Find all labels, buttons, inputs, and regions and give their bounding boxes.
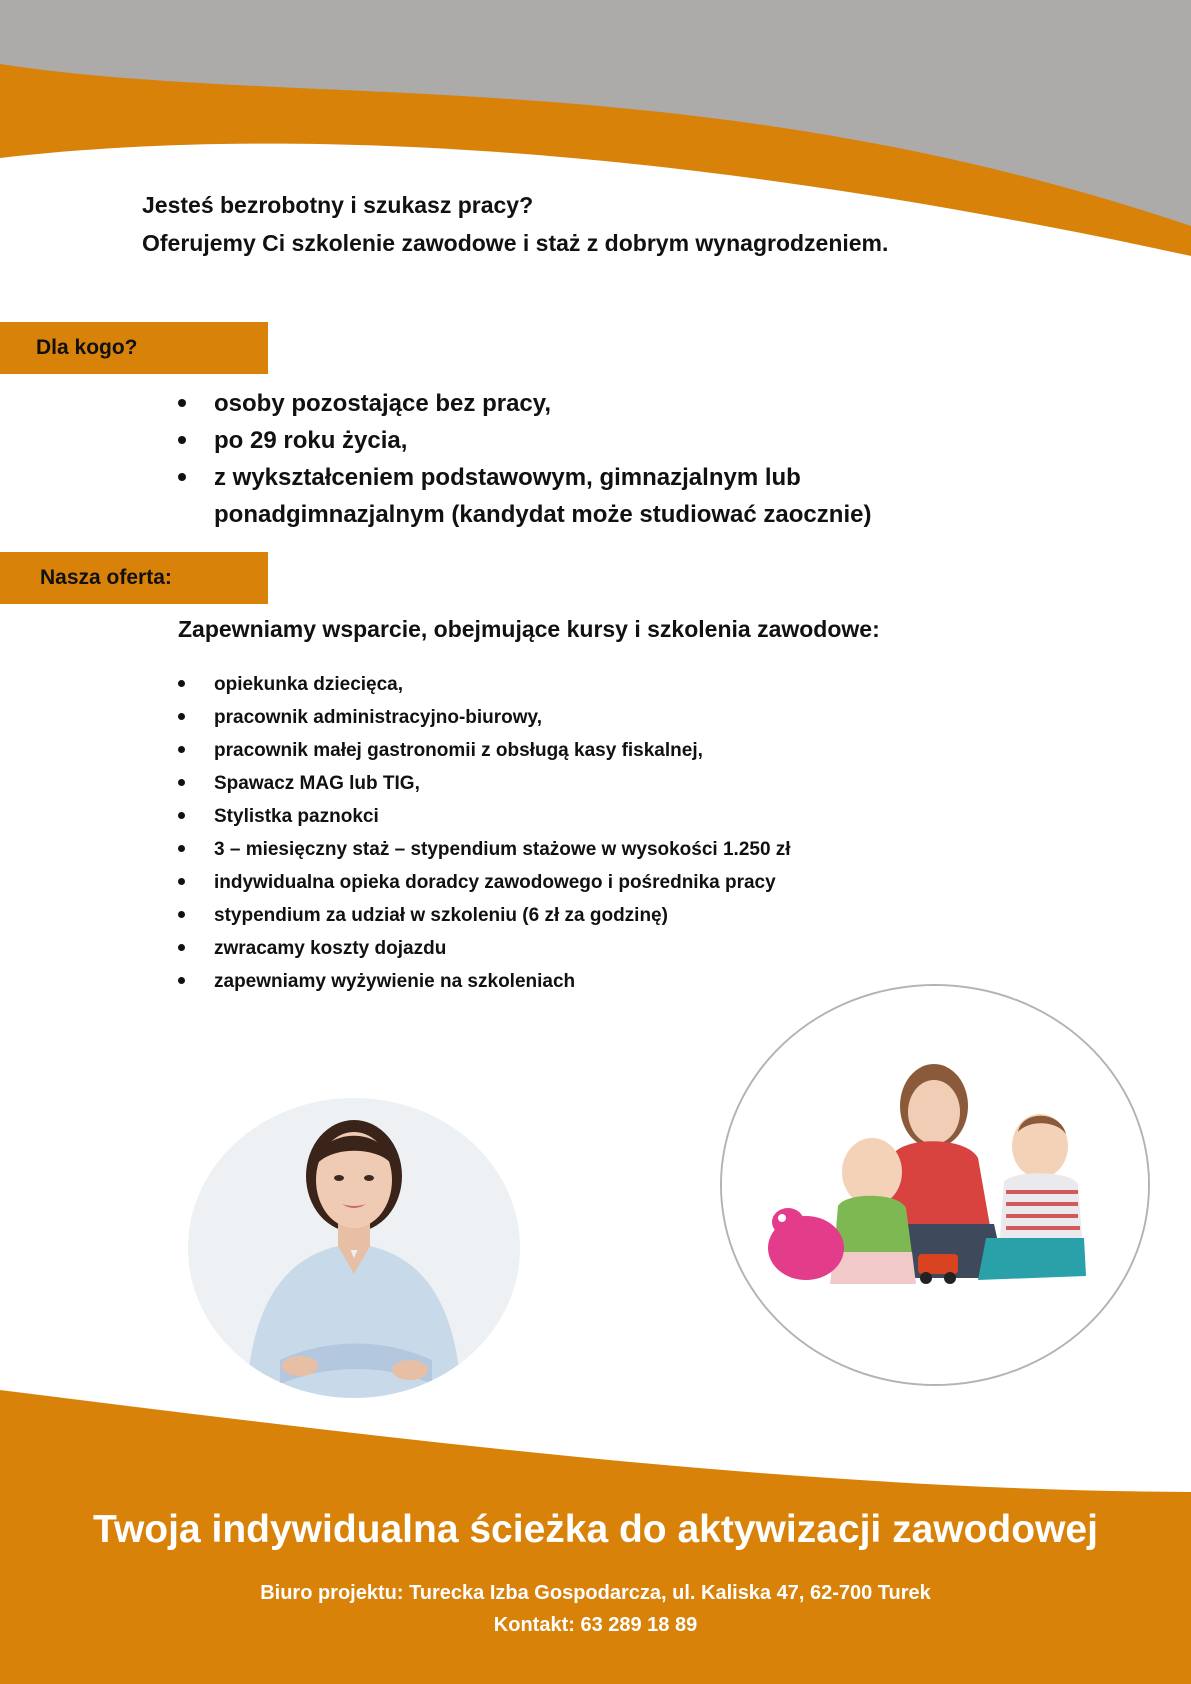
section-tab-offer: Nasza oferta: — [0, 552, 268, 604]
top-wave-fill — [0, 259, 1191, 279]
headline-question: Jesteś bezrobotny i szukasz pracy? — [142, 192, 534, 218]
list-item: osoby pozostające bez pracy, — [214, 385, 974, 422]
offer-intro: Zapewniamy wsparcie, obejmujące kursy i szkolenia zawodowe: — [178, 616, 880, 642]
footer-slogan: Twoja indywidualna ścieżka do aktywizacji zawodowej — [93, 1508, 1098, 1551]
caregiver-with-children-photo — [720, 984, 1150, 1386]
who-list — [214, 385, 974, 533]
footer-contact: Kontakt: 63 289 18 89 — [493, 1614, 698, 1636]
footer-address: Biuro projektu: Turecka Izba Gospodarcza, ul. Kaliska 47, 62-700 Turek — [260, 1582, 931, 1604]
section-tab-who: Dla kogo? — [0, 322, 268, 374]
headline-offer: Oferujemy Ci szkolenie zawodowe i staż z dobrym wynagrodzeniem. — [142, 230, 889, 256]
woman-portrait-photo — [188, 1098, 520, 1398]
offer-list — [214, 668, 974, 998]
list-item: 3 – miesięczny staż – stypendium stażowe w wysokości 1.250 zł — [214, 833, 974, 866]
list-item: Stylistka paznokci — [214, 800, 974, 833]
list-item: pracownik administracyjno-biurowy, — [214, 701, 974, 734]
list-item: po 29 roku życia, — [214, 422, 974, 459]
list-item: pracownik małej gastronomii z obsługą kasy fiskalnej, — [214, 734, 974, 767]
list-item: stypendium za udział w szkoleniu (6 zł za godzinę) — [214, 899, 974, 932]
list-item: zwracamy koszty dojazdu — [214, 932, 974, 965]
list-item: zapewniamy wyżywienie na szkoleniach — [214, 965, 974, 998]
list-item: opiekunka dziecięca, — [214, 668, 974, 701]
top-wave-decoration — [0, 0, 1191, 260]
list-item: indywidualna opieka doradcy zawodowego i pośrednika pracy — [214, 866, 974, 899]
list-item: z wykształceniem podstawowym, gimnazjalnym lub ponadgimnazjalnym (kandydat może studiować zaocznie) — [214, 459, 974, 533]
list-item: Spawacz MAG lub TIG, — [214, 767, 974, 800]
